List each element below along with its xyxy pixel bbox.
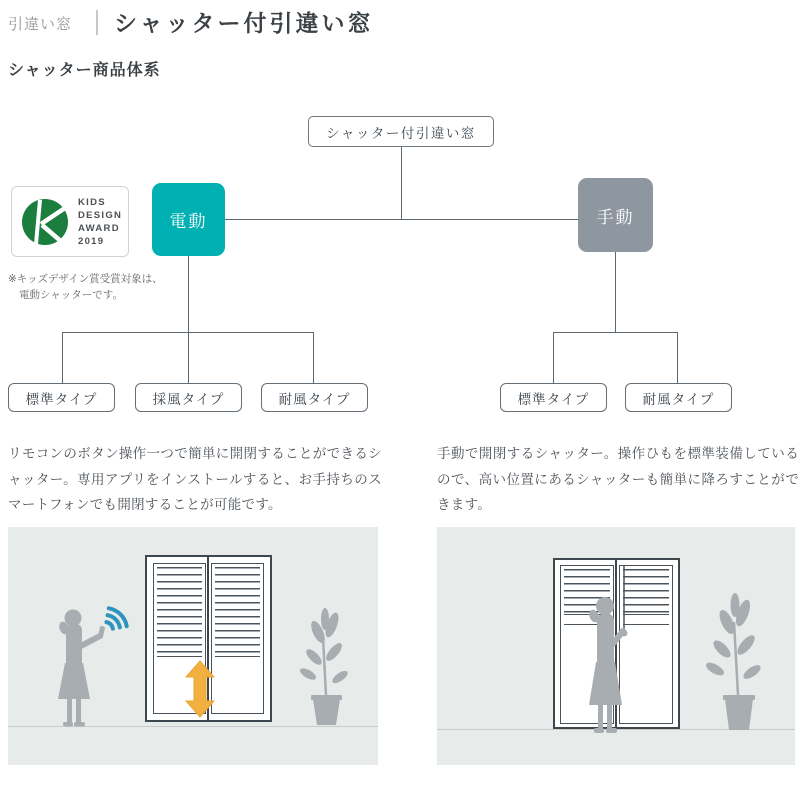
- up-down-arrow-icon: [186, 661, 214, 717]
- connector-main-horizontal: [225, 219, 578, 220]
- root-node: シャッター付引違い窓: [308, 116, 494, 147]
- kids-design-award-logo-icon: [21, 198, 69, 246]
- manual-node: 手動: [578, 178, 653, 252]
- electric-scene-overlay: [8, 527, 378, 765]
- connector-root-vertical: [401, 147, 402, 219]
- manual-illustration: [437, 527, 795, 765]
- electric-node: 電動: [152, 183, 225, 256]
- award-note: [8, 271, 163, 303]
- plant-icon: [298, 608, 349, 725]
- electric-type-ventilation: 採風タイプ: [135, 383, 242, 412]
- electric-type-windresistant: 耐風タイプ: [261, 383, 368, 412]
- connector-manual-horizontal: [553, 332, 678, 333]
- manual-type-windresistant: 耐風タイプ: [625, 383, 732, 412]
- award-line: DESIGN: [78, 209, 123, 221]
- award-note-line1: ※キッズデザイン賞受賞対象は、: [8, 273, 163, 285]
- kids-design-award-text: [78, 196, 122, 248]
- connector-stub-manual-2: [677, 333, 678, 383]
- award-line: 2019: [78, 235, 105, 247]
- connector-manual-vertical: [615, 252, 616, 333]
- award-line: AWARD: [78, 222, 120, 234]
- manual-type-standard: 標準タイプ: [500, 383, 607, 412]
- manual-scene-overlay: [437, 527, 795, 765]
- connector-stub-electric-1: [62, 333, 63, 383]
- plant-icon: [704, 593, 763, 730]
- page-title: シャッター付引違い窓: [114, 10, 374, 36]
- wifi-icon: [106, 608, 126, 628]
- connector-stub-manual-1: [553, 333, 554, 383]
- electric-illustration: [8, 527, 378, 765]
- header-divider: [96, 10, 98, 35]
- person-with-remote-icon: [58, 610, 106, 727]
- kids-design-award-badge: [11, 186, 129, 257]
- connector-stub-electric-2: [188, 333, 189, 383]
- person-pulling-cord-icon: [588, 597, 628, 733]
- connector-electric-vertical: [188, 256, 189, 333]
- award-line: KIDS: [78, 196, 106, 208]
- electric-description: リモコンのボタン操作一つで簡単に開閉することができるシャッター。専用アプリをインストールすると、お手持ちのスマートフォンでも開閉することが可能です。: [8, 446, 382, 512]
- award-note-line2: 電動シャッターです。: [19, 289, 123, 301]
- manual-description: 手動で開閉するシャッター。操作ひもを標準装備しているので、高い位置にあるシャッターも簡単に降ろすことができます。: [437, 446, 799, 512]
- section-heading: シャッター商品体系: [8, 62, 161, 79]
- breadcrumb: 引違い窓: [8, 16, 73, 33]
- electric-type-standard: 標準タイプ: [8, 383, 115, 412]
- connector-stub-electric-3: [313, 333, 314, 383]
